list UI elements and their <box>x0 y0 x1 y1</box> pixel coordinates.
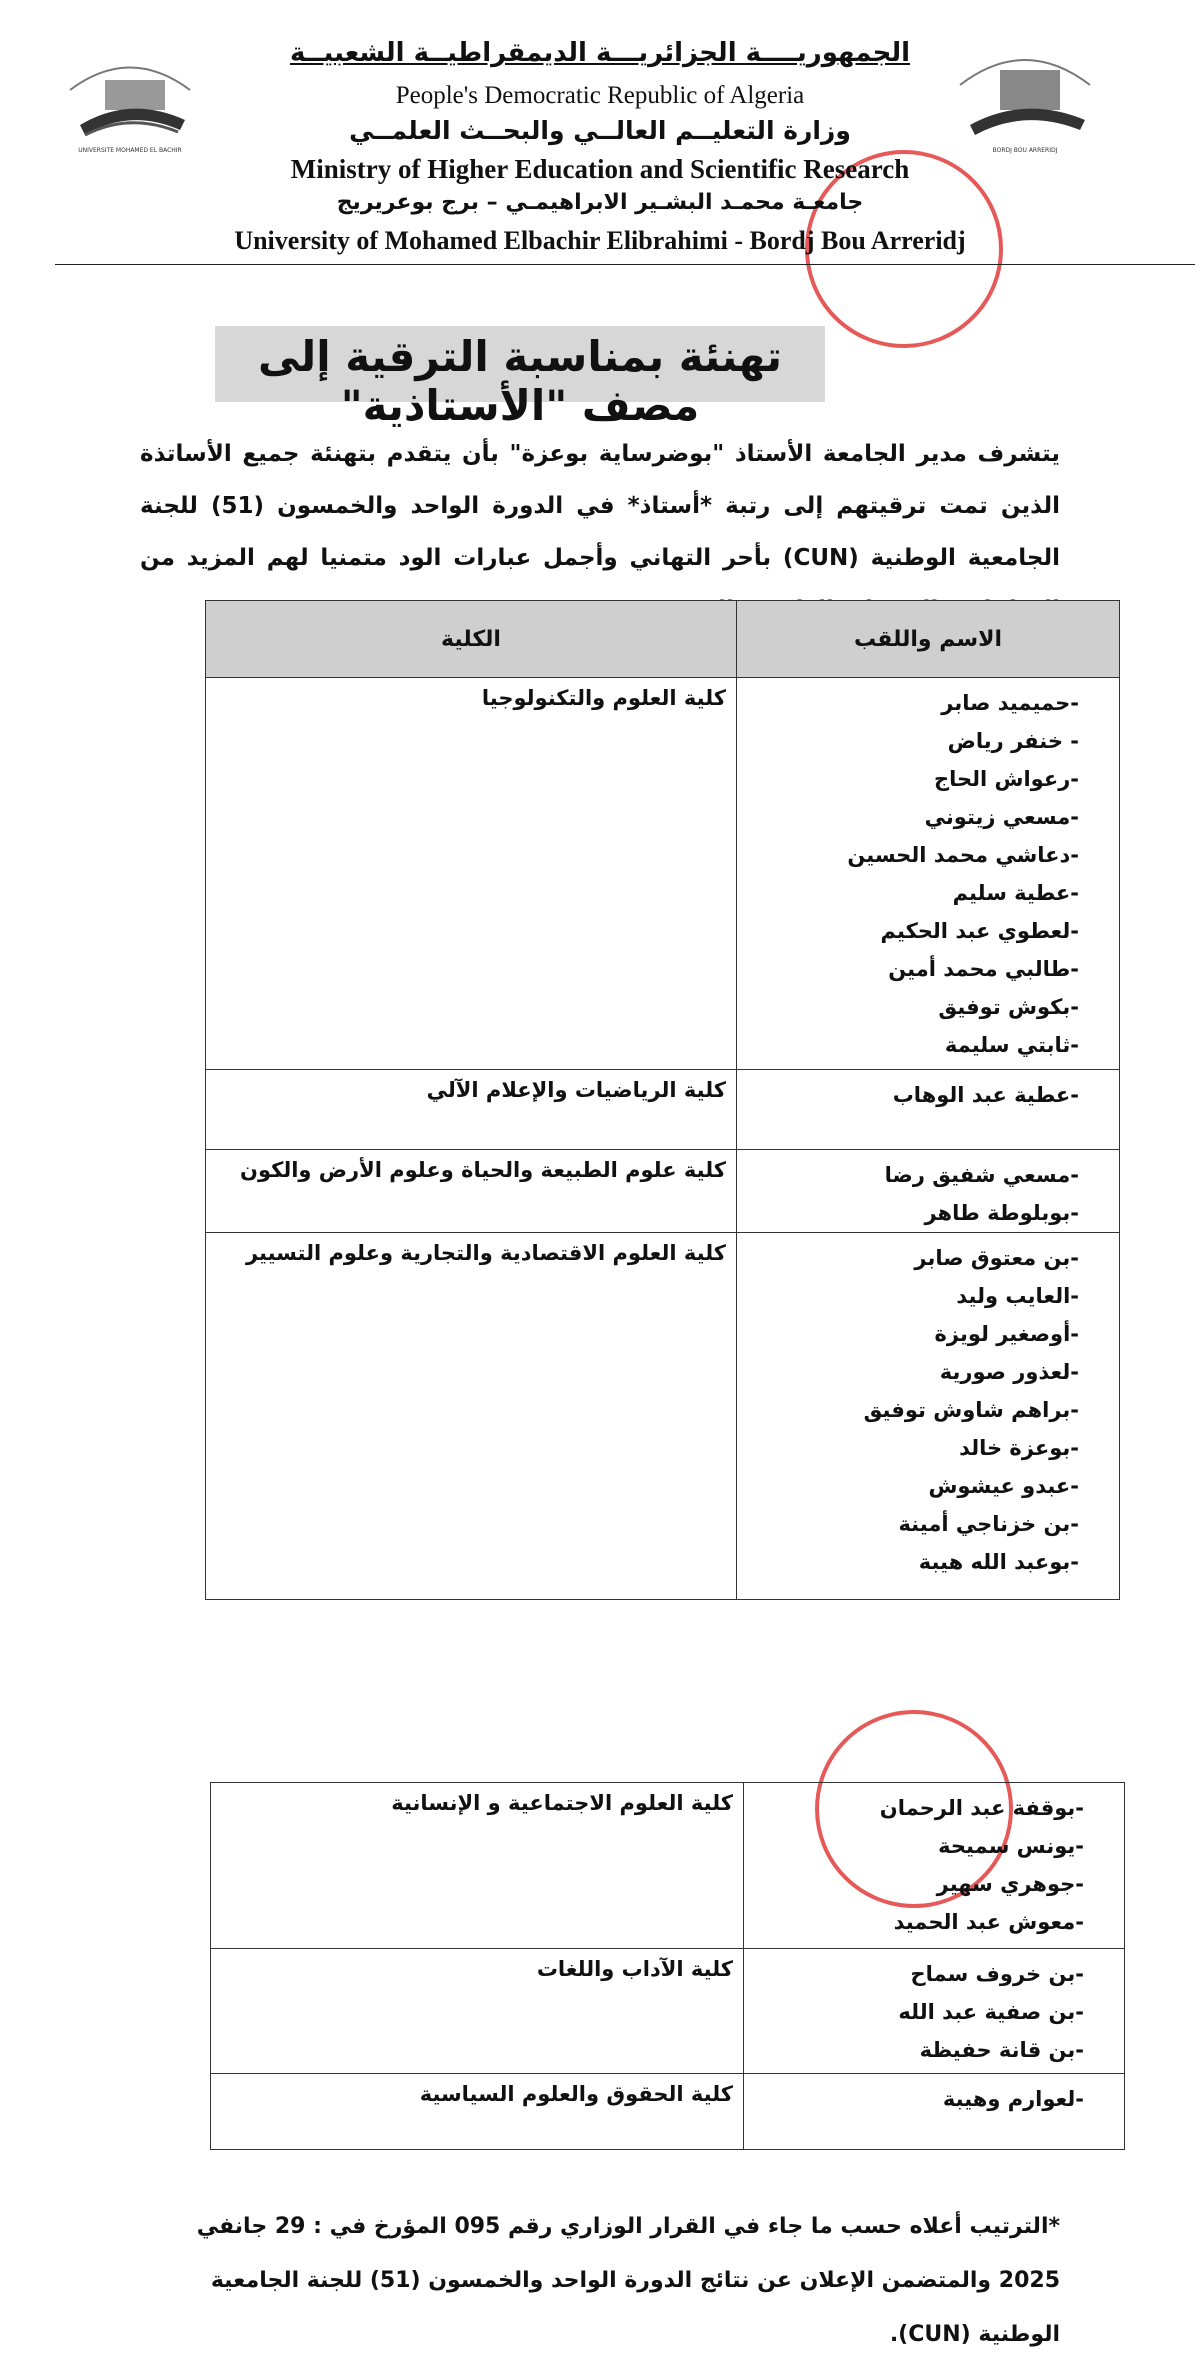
faculty-cell: كلية الرياضيات والإعلام الآلي <box>206 1070 737 1150</box>
name-item: -العايب وليد <box>956 1284 1079 1308</box>
footnote: *الترتيب أعلاه حسب ما جاء في القرار الوزاري رقم 095 المؤرخ في : 29 جانفي 2025 والمتضمن الإعلان عن نتائج الدورة الواحد والخمسون (51) للجنة الجامعية الوطنية (CUN). <box>196 2214 1060 2347</box>
names-cell <box>744 1783 1125 1949</box>
name-item: -براهم شاوش توفيق <box>863 1398 1079 1422</box>
name-item: -بوعبد الله هيبة <box>918 1550 1079 1574</box>
faculty-cell: كلية الآداب واللغات <box>211 1949 744 2074</box>
table-row <box>211 2074 1125 2150</box>
name-item: -رعواش الحاج <box>933 767 1079 791</box>
faculty-cell: كلية العلوم والتكنولوجيا <box>206 678 737 1070</box>
svg-text:UNIVERSITE MOHAMED EL BACHIR: UNIVERSITE MOHAMED EL BACHIR <box>78 147 182 154</box>
header-ar-republic: الجمهوريــــة الجزائريـــة الديمقراطيــة الشعبيــة <box>289 38 911 68</box>
faculty-cell: كلية العلوم الاقتصادية والتجارية وعلوم التسيير <box>206 1233 737 1600</box>
names-cell <box>737 678 1120 1070</box>
page-title: تهنئة بمناسبة الترقية إلى مصف "الأستاذية" <box>257 332 783 430</box>
header-en-ministry: Ministry of Higher Education and Scientific Research <box>290 154 910 184</box>
name-item: -بن قانة حفيظة <box>919 2038 1084 2062</box>
name-item: -عبدو عيشوش <box>928 1474 1079 1498</box>
promotion-table <box>205 600 1120 1600</box>
table-row <box>206 1070 1120 1150</box>
promotion-table-continued <box>210 1782 1125 2150</box>
name-item: - خنفر رياض <box>947 729 1079 753</box>
name-item: -دعاشي محمد الحسين <box>847 843 1079 867</box>
name-item: -بوعزة خالد <box>959 1436 1079 1460</box>
name-item: -بكوش توفيق <box>938 995 1079 1019</box>
name-item: -بوبلوطة طاهر <box>924 1201 1079 1225</box>
name-item: -مسعي زيتوني <box>924 805 1079 829</box>
table-row <box>206 1233 1120 1600</box>
name-item: -لعذور صورية <box>939 1360 1079 1384</box>
name-item: -عطية عبد الوهاب <box>892 1083 1079 1107</box>
names-cell <box>744 1949 1125 2074</box>
name-item: -بن خزناجي أمينة <box>898 1512 1079 1536</box>
name-item: -طالبي محمد أمين <box>888 957 1079 981</box>
faculty-cell: كلية علوم الطبيعة والحياة وعلوم الأرض والكون <box>206 1150 737 1233</box>
name-item: -جوهري سهير <box>936 1872 1084 1896</box>
name-item: -معوش عبد الحميد <box>893 1910 1084 1934</box>
faculty-cell: كلية الحقوق والعلوم السياسية <box>211 2074 744 2150</box>
name-item: -عطية سليم <box>952 881 1079 905</box>
header-divider <box>55 264 1195 265</box>
name-item: -حميميد صابر <box>941 691 1079 715</box>
name-item: -لعطوي عبد الحكيم <box>880 919 1079 943</box>
names-cell <box>737 1233 1120 1600</box>
name-item: -ثابتي سليمة <box>944 1033 1079 1057</box>
faculty-cell: كلية العلوم الاجتماعية و الإنسانية <box>211 1783 744 1949</box>
names-cell <box>737 1150 1120 1233</box>
svg-text:BORDJ BOU ARRERIDJ: BORDJ BOU ARRERIDJ <box>992 147 1058 154</box>
name-item: -مسعي شفيق رضا <box>884 1163 1079 1187</box>
name-item: -أوصغير لويزة <box>934 1322 1079 1346</box>
name-item: -بن خروف سماح <box>910 1962 1084 1986</box>
column-header-faculty: الكلية <box>206 601 737 678</box>
table-row <box>211 1783 1125 1949</box>
name-item: -بوقفة عبد الرحمان <box>879 1796 1084 1820</box>
column-header-names: الاسم واللقب <box>737 601 1120 678</box>
intro-paragraph: يتشرف مدير الجامعة الأستاذ "بوضرساية بوعزة" بأن يتقدم بتهنئة جميع الأساتذة الذين تمت ترقيتهم إلى رتبة *أستاذ* في الدورة الواحد والخمسون (51) للجنة الجامعية الوطنية (CUN) بأحر التهاني وأجمل عبارات الود متمنيا لهم المزيد من <box>140 441 1060 571</box>
names-cell <box>744 2074 1125 2150</box>
names-cell <box>737 1070 1120 1150</box>
header-ar-university: جامعـة محمـد البشـير الابراهيمـي – برج بوعريريج <box>336 190 864 215</box>
name-item: -بن صفية عبد الله <box>898 2000 1084 2024</box>
table-row <box>206 678 1120 1070</box>
header-en-republic: People's Democratic Republic of Algeria <box>395 82 805 109</box>
table-header <box>206 601 1120 678</box>
name-item: -بن معتوق صابر <box>914 1246 1079 1270</box>
header-ar-ministry: وزارة التعليــم العالــي والبحــث العلمــي <box>349 116 851 145</box>
header-en-university: University of Mohamed Elbachir Elibrahimi - Bordj Bou Arreridj <box>234 226 966 255</box>
name-item: -لعوارم وهيبة <box>942 2087 1084 2111</box>
table-row <box>211 1949 1125 2074</box>
name-item: -يونس سميحة <box>938 1834 1084 1858</box>
table-row <box>206 1150 1120 1233</box>
